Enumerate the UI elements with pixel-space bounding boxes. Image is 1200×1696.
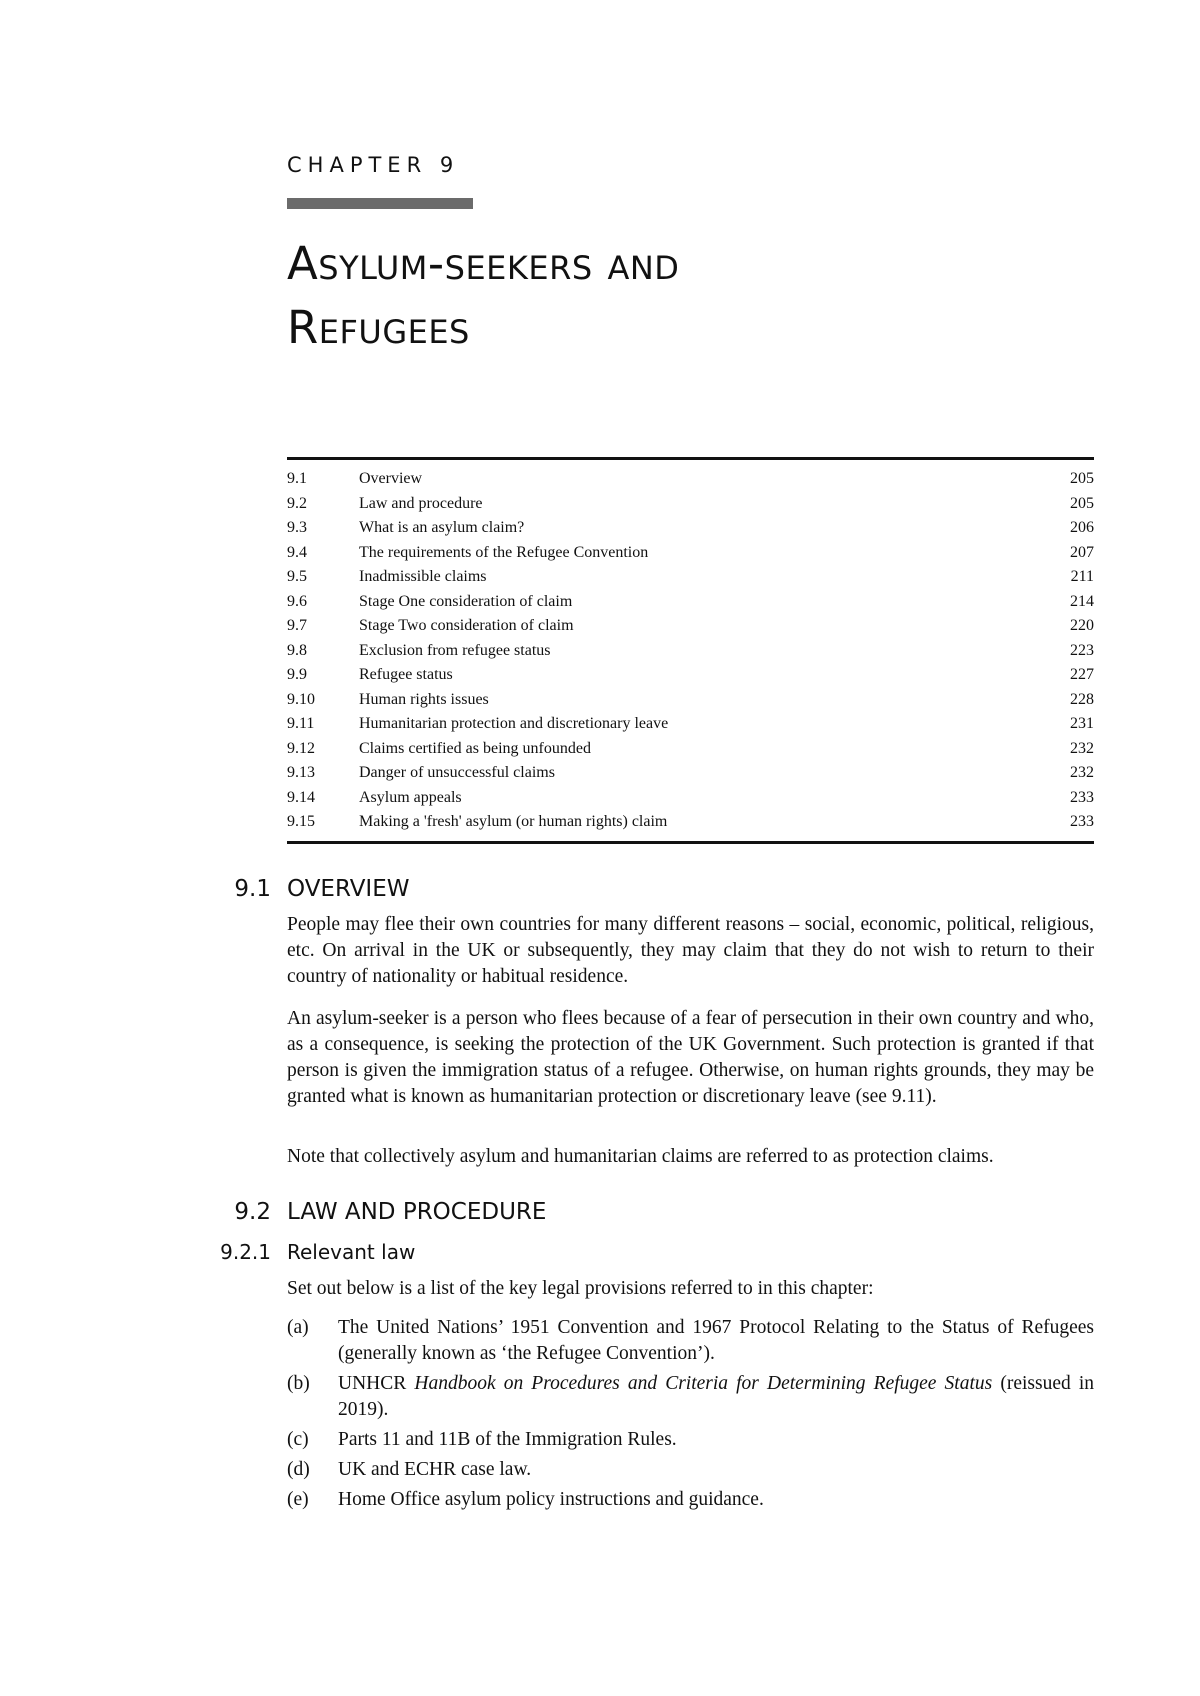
toc-row xyxy=(287,614,1094,639)
list-marker: (e) xyxy=(287,1489,309,1510)
chapter-title-line-2: Refugees xyxy=(287,301,470,354)
toc-number: 9.14 xyxy=(287,788,315,806)
chapter-rule xyxy=(287,198,473,209)
toc-row xyxy=(287,639,1094,664)
toc-title: Inadmissible claims xyxy=(359,568,487,586)
toc-page-number: 228 xyxy=(1070,690,1094,708)
toc-title: What is an asylum claim? xyxy=(359,519,525,537)
section-title: OVERVIEW xyxy=(287,876,410,902)
toc-number: 9.11 xyxy=(287,715,315,733)
section-heading-9-1 xyxy=(234,876,410,902)
chapter-title xyxy=(287,232,1087,360)
toc-row xyxy=(287,565,1094,590)
toc-page-number: 231 xyxy=(1070,715,1094,733)
table-of-contents xyxy=(287,457,1094,844)
toc-title: Stage Two consideration of claim xyxy=(359,617,574,635)
toc-page-number: 233 xyxy=(1070,788,1094,806)
list-item-text: Parts 11 and 11B of the Immigration Rules. xyxy=(338,1429,677,1450)
toc-title: Human rights issues xyxy=(359,690,489,708)
toc-number: 9.6 xyxy=(287,592,307,610)
toc-row xyxy=(287,663,1094,688)
handbook-title: Handbook on Procedures and Criteria for Determining Refugee Status xyxy=(414,1373,993,1394)
toc-row xyxy=(287,492,1094,517)
toc-page-number: 206 xyxy=(1070,519,1094,537)
toc-title: Stage One consideration of claim xyxy=(359,592,573,610)
toc-number: 9.12 xyxy=(287,739,315,757)
toc-number: 9.3 xyxy=(287,519,307,537)
list-marker: (b) xyxy=(287,1373,310,1394)
section-heading-9-2 xyxy=(234,1199,547,1225)
toc-row xyxy=(287,761,1094,786)
toc-row xyxy=(287,516,1094,541)
toc-title: Overview xyxy=(359,470,423,488)
overview-paragraph-1: People may flee their own countries for many different reasons – social, economic, political, religious, etc. On arrival in the UK or subsequently, they may claim that they do not wish to return to their country of nationality or habitual residence. xyxy=(287,914,1094,987)
relevant-law-intro: Set out below is a list of the key legal provisions referred to in this chapter: xyxy=(287,1278,874,1299)
subsection-heading-9-2-1 xyxy=(220,1240,416,1264)
subsection-title: Relevant law xyxy=(287,1240,416,1264)
toc-number: 9.2 xyxy=(287,494,307,512)
toc-number: 9.9 xyxy=(287,666,307,684)
toc-page-number: 233 xyxy=(1070,813,1094,831)
toc-number: 9.5 xyxy=(287,568,307,586)
toc-page-number: 214 xyxy=(1070,592,1094,610)
toc-page-number: 232 xyxy=(1070,764,1094,782)
toc-title: The requirements of the Refugee Convention xyxy=(359,543,649,561)
list-item-text: Home Office asylum policy instructions and guidance. xyxy=(338,1489,764,1510)
toc-number: 9.8 xyxy=(287,641,307,659)
toc-number: 9.13 xyxy=(287,764,315,782)
section-number: 9.1 xyxy=(234,876,271,902)
toc-row xyxy=(287,712,1094,737)
toc-title: Refugee status xyxy=(359,666,453,684)
relevant-law-list xyxy=(287,1315,1094,1517)
toc-row xyxy=(287,688,1094,713)
toc-title: Danger of unsuccessful claims xyxy=(359,764,555,782)
toc-row xyxy=(287,810,1094,835)
section-title: LAW AND PROCEDURE xyxy=(287,1199,547,1225)
toc-number: 9.1 xyxy=(287,470,307,488)
toc-page-number: 205 xyxy=(1070,494,1094,512)
list-marker: (a) xyxy=(287,1317,309,1338)
toc-title: Humanitarian protection and discretionary leave xyxy=(359,715,669,733)
overview-paragraph-2: An asylum-seeker is a person who flees because of a fear of persecution in their own country and who, as a consequence, is seeking the protection of the UK Government. Such protection is granted if that person is given the immigration status of a refugee. Otherwise, on human rights grounds, they may be granted what is known as humanitarian protection or discretionary leave (see 9.11). xyxy=(287,1008,1094,1107)
toc-row xyxy=(287,467,1094,492)
toc-title: Asylum appeals xyxy=(359,788,462,806)
list-item-text xyxy=(338,1371,1094,1423)
toc-row xyxy=(287,541,1094,566)
toc-title: Law and procedure xyxy=(359,494,483,512)
list-item xyxy=(287,1371,1094,1423)
list-item-text-start: UNHCR xyxy=(338,1373,415,1394)
toc-page-number: 227 xyxy=(1070,666,1094,684)
toc-row xyxy=(287,590,1094,615)
list-item xyxy=(287,1427,1094,1453)
toc-page-number: 223 xyxy=(1070,641,1094,659)
list-marker: (c) xyxy=(287,1429,309,1450)
toc-row xyxy=(287,786,1094,811)
toc-row xyxy=(287,737,1094,762)
toc-number: 9.15 xyxy=(287,813,315,831)
list-item xyxy=(287,1457,1094,1483)
chapter-title-line-1: Asylum-seekers and xyxy=(287,237,680,290)
chapter-label: CHAPTER 9 xyxy=(287,153,460,177)
toc-title: Claims certified as being unfounded xyxy=(359,739,591,757)
toc-page-number: 232 xyxy=(1070,739,1094,757)
toc-page-number: 207 xyxy=(1070,543,1094,561)
toc-number: 9.10 xyxy=(287,690,315,708)
list-item-text: UK and ECHR case law. xyxy=(338,1459,532,1480)
list-item xyxy=(287,1487,1094,1513)
list-item xyxy=(287,1315,1094,1367)
overview-paragraph-3: Note that collectively asylum and humanitarian claims are referred to as protection claims. xyxy=(287,1146,994,1167)
toc-number: 9.7 xyxy=(287,617,307,635)
toc-title: Making a 'fresh' asylum (or human rights) claim xyxy=(359,813,668,831)
toc-page-number: 205 xyxy=(1070,470,1094,488)
subsection-number: 9.2.1 xyxy=(220,1240,271,1264)
toc-title: Exclusion from refugee status xyxy=(359,641,551,659)
toc-page-number: 220 xyxy=(1070,617,1094,635)
list-item-text-end: (reissued in 2019). xyxy=(338,1373,1094,1420)
list-item-text: The United Nations’ 1951 Convention and 1967 Protocol Relating to the Status of Refugees (generally known as ‘the Refugee Convention’). xyxy=(338,1317,1094,1364)
toc-number: 9.4 xyxy=(287,543,307,561)
list-marker: (d) xyxy=(287,1459,310,1480)
toc-page-number: 211 xyxy=(1070,568,1094,586)
section-number: 9.2 xyxy=(234,1199,271,1225)
